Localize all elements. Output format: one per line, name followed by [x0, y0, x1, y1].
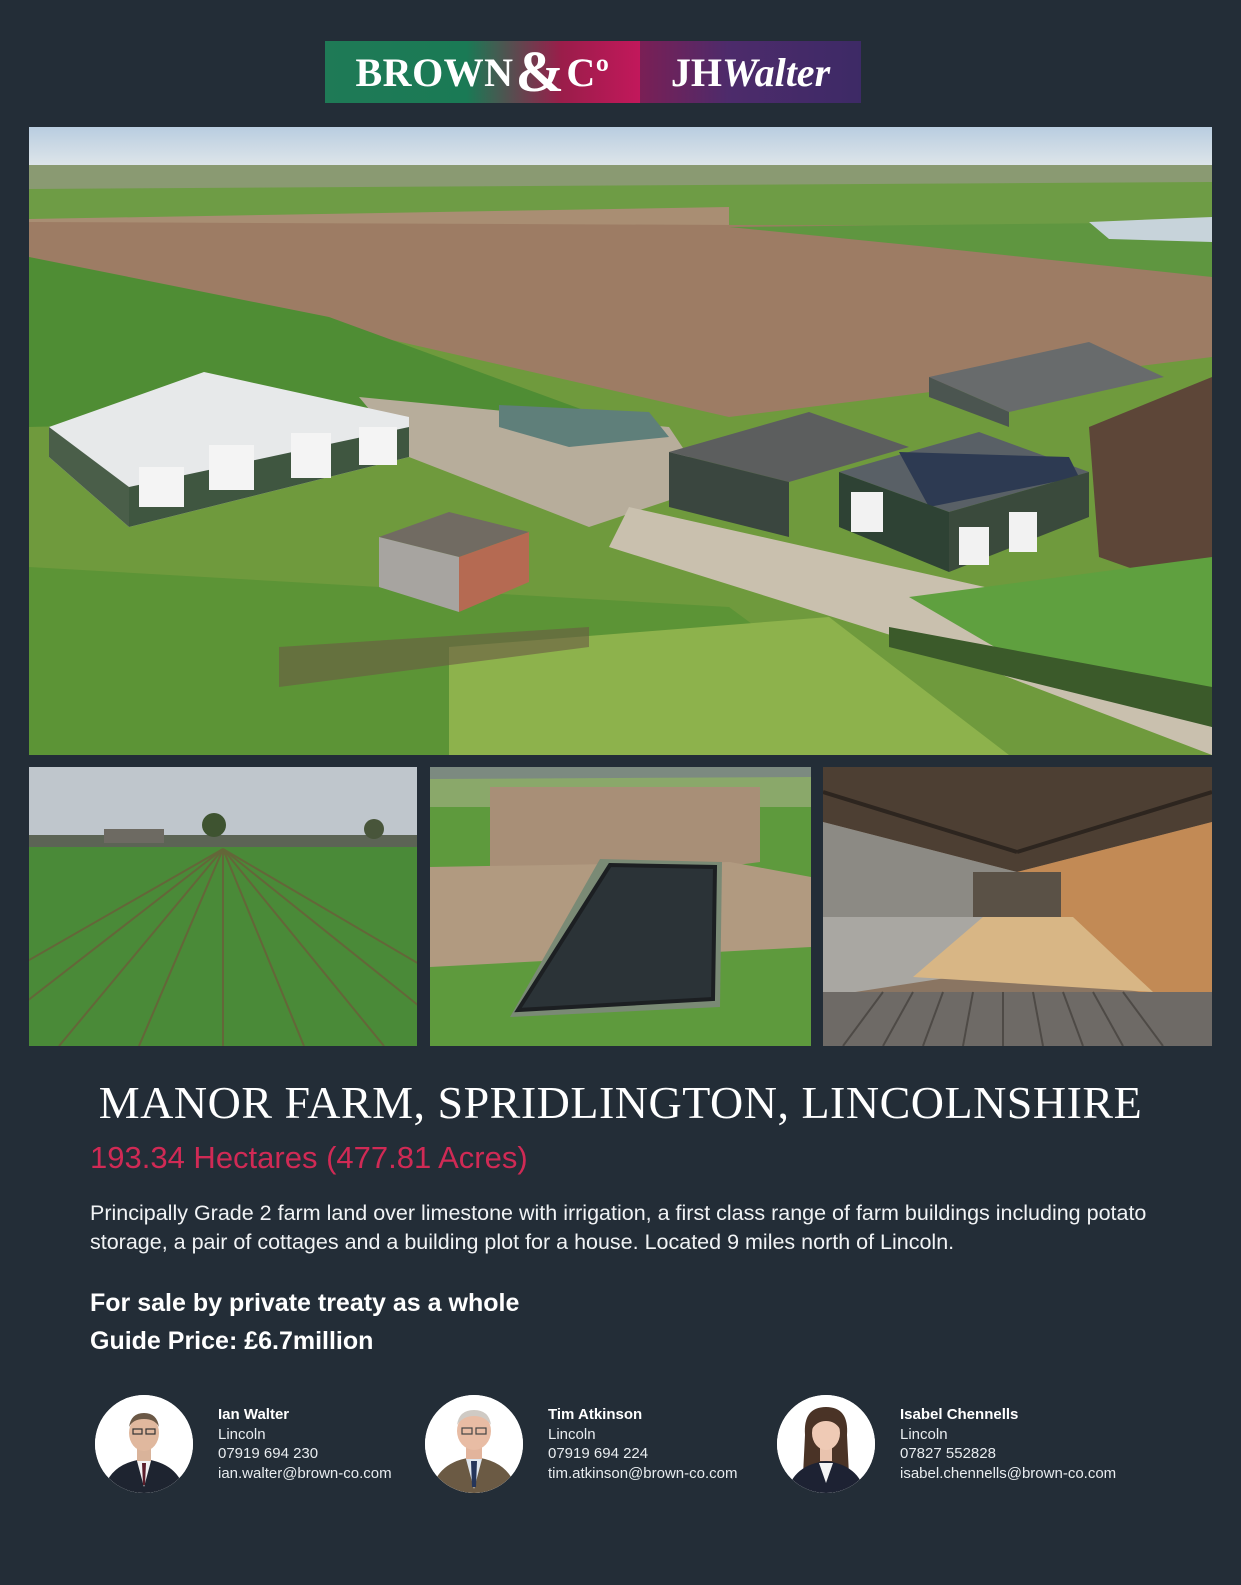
contact-name: Isabel Chennells	[900, 1406, 1019, 1423]
sale-method: For sale by private treaty as a whole	[90, 1289, 520, 1317]
reservoir-photo	[430, 767, 811, 1046]
contact-office: Lincoln	[218, 1425, 266, 1443]
brown-and-co-logo: BROWN & Cº	[325, 41, 640, 103]
jh-walter-logo: JH Walter	[640, 41, 861, 103]
contact-email[interactable]: tim.atkinson@brown-co.com	[548, 1464, 738, 1482]
contact-name: Ian Walter	[218, 1406, 290, 1423]
contact-office: Lincoln	[548, 1425, 596, 1443]
avatar	[777, 1395, 875, 1493]
contact-info	[900, 1405, 1116, 1483]
brand-logo	[325, 41, 861, 103]
contact-info	[218, 1405, 392, 1483]
contact-phone[interactable]: 07827 552828	[900, 1445, 996, 1462]
property-area: 193.34 Hectares (477.81 Acres)	[90, 1140, 528, 1175]
farm-aerial-photo	[29, 127, 1212, 755]
avatar	[95, 1395, 193, 1493]
property-title: MANOR FARM, SPRIDLINGTON, LINCOLNSHIRE	[98, 1077, 1143, 1128]
contact-name: Tim Atkinson	[548, 1406, 643, 1423]
avatar	[425, 1395, 523, 1493]
contact-email[interactable]: isabel.chennells@brown-co.com	[900, 1464, 1117, 1482]
potato-store-interior-photo	[823, 767, 1212, 1046]
contact-office: Lincoln	[900, 1425, 948, 1443]
sale-details	[90, 1284, 519, 1360]
contact-email[interactable]: ian.walter@brown-co.com	[218, 1464, 392, 1482]
property-description: Principally Grade 2 farm land over limestone with irrigation, a first class range of farm buildings including potato storage, a pair of cottages and a building plot for a house. Located 9 miles north of Lincoln.	[90, 1201, 1147, 1254]
crop-field-photo	[29, 767, 417, 1046]
contact-phone[interactable]: 07919 694 224	[548, 1445, 649, 1462]
contact-info	[548, 1405, 737, 1483]
guide-price: Guide Price: £6.7million	[90, 1327, 374, 1355]
contact-phone[interactable]: 07919 694 230	[218, 1445, 319, 1462]
